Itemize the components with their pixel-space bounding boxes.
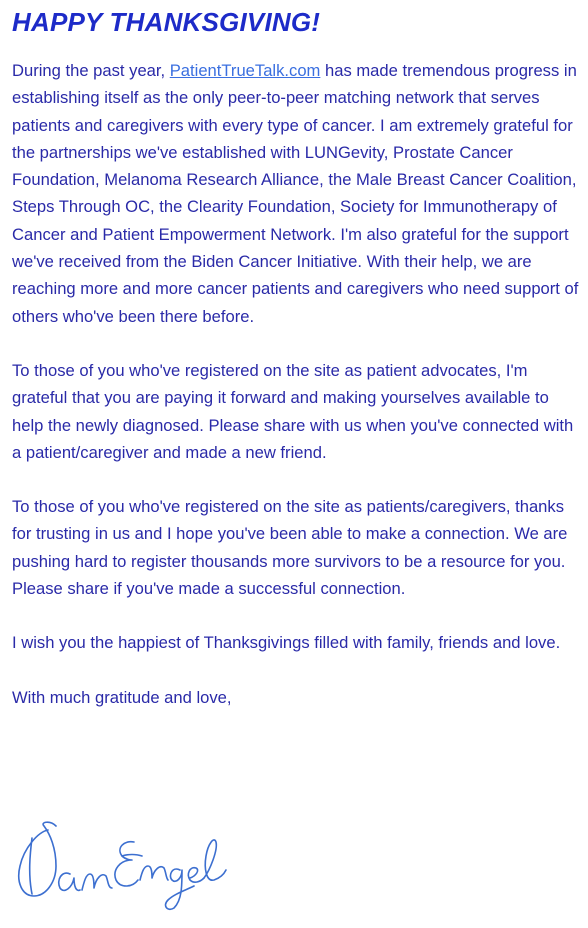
paragraph-intro	[12, 57, 580, 330]
patienttruetalk-link[interactable]: PatientTrueTalk.com	[169, 61, 321, 80]
paragraph-wishes: I wish you the happiest of Thanksgivings filled with family, friends and love.	[12, 633, 561, 653]
paragraph-advocates: To those of you who've registered on the site as patient advocates, I'm grateful that you are paying it forward and making yourselves available to help the newly diagnosed. Please share with us when you've connected with a patient/caregiver and made a new friend.	[12, 360, 574, 462]
letter-title: HAPPY THANKSGIVING!	[12, 7, 321, 37]
paragraph-patients: To those of you who've registered on the site as patients/caregivers, thanks for trusting in us and I hope you've been able to make a connection. We are pushing hard to register thousands more survivors to be a resource for you. Please share if you've made a successful connection.	[12, 497, 568, 599]
closing-line: With much gratitude and love,	[12, 687, 232, 707]
signature-image	[10, 808, 230, 918]
letter	[12, 0, 580, 711]
paragraph-intro-lead: During the past year,	[12, 61, 170, 80]
paragraph-intro-body: has made tremendous progress in establishing itself as the only peer-to-peer matching network that serves patients and caregivers with every type of cancer. I am extremely grateful for the partnerships we've established with LUNGevity, Prostate Cancer Foundation, Melanoma Research Alliance, the Male Breast Cancer Coalition, Steps Through OC, the Clearity Foundation, Society for Immunotherapy of Cancer and Patient Empowerment Network. I'm also grateful for the support we've received from the Biden Cancer Initiative. With their help, we are reaching more and more cancer patients and caregivers who need support of others who've been there before.	[12, 61, 579, 326]
